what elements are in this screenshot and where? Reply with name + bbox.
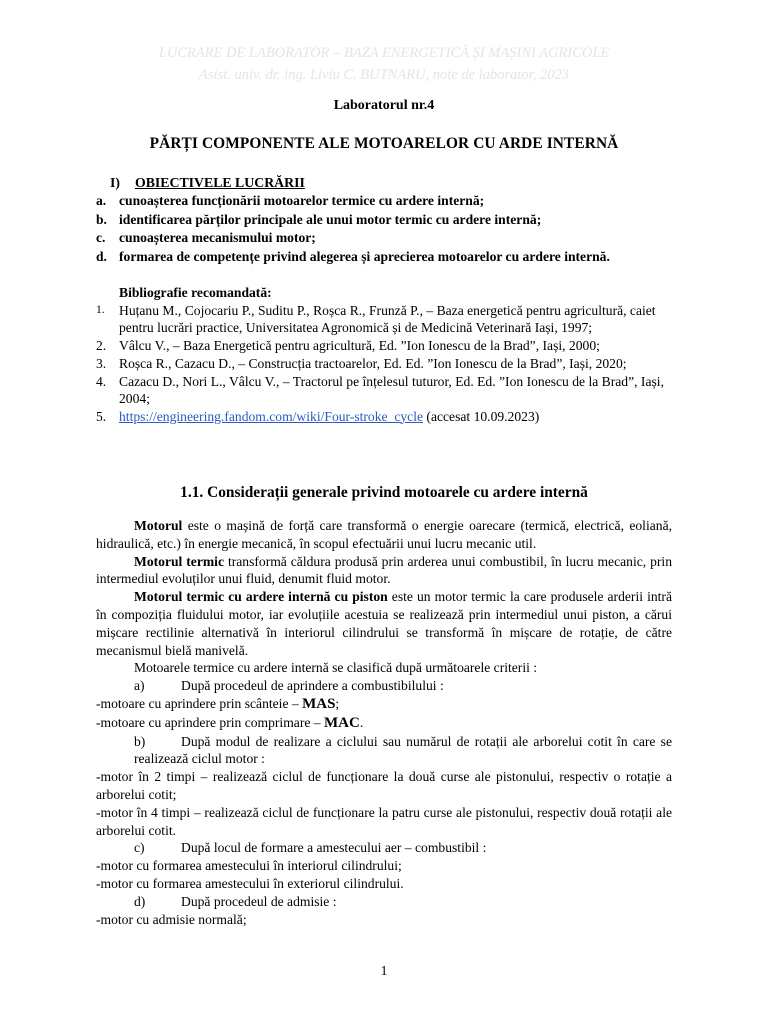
bibliography-text: Roșca R., Cazacu D., – Construcția tractoarelor, Ed. Ed. ”Ion Ionescu de la Brad”, Iași, 2020; xyxy=(119,355,627,371)
bibliography-item xyxy=(96,373,676,407)
term-motor-termic: Motorul termic xyxy=(134,553,224,569)
list-marker: a) xyxy=(134,678,145,694)
list-item xyxy=(96,248,696,267)
criterion-text: După locul de formare a amestecului aer – combustibil : xyxy=(181,840,487,856)
list-item-text: -motoare cu aprindere prin scânteie – xyxy=(96,695,303,711)
paragraph-motor xyxy=(96,517,672,553)
list-item xyxy=(96,714,672,733)
bibliography-text: Vâlcu V., – Baza Energetică pentru agricultură, Ed. ”Ion Ionescu de la Brad”, Iași, 2000; xyxy=(119,338,600,353)
bibliography-item xyxy=(96,302,676,336)
punctuation: . xyxy=(359,714,364,730)
list-marker: 3. xyxy=(96,355,107,371)
paragraph-text: este un motor termic la care produsele arderii intră în compoziția fluidului motor, iar evoluțiile acestuia se realizează prin intermediul unui piston, a cărui mișcare rectilinie alternativă în interiorul cilindrului se transformă în mișcare de rotație, de către mecanismul bielă manivelă. xyxy=(96,589,672,658)
page-number: 1 xyxy=(380,963,388,978)
access-date: (accesat 10.09.2023) xyxy=(423,408,540,424)
list-item: -motor în 4 timpi – realizează ciclul de funcționare la patru curse ale pistonului, respectiv două rotații ale arborelui cotit. xyxy=(96,804,672,838)
bibliography-text: Huțanu M., Cojocariu P., Suditu P., Roșca R., Frunză P., – Baza energetică pentru agricultură, caiet pentru lucrări practice, Universitatea Agronomică și de Medicină Veterinară Iași, 1997; xyxy=(119,303,656,336)
list-item xyxy=(96,695,672,714)
objectives-heading-text: OBIECTIVELE LUCRĂRII xyxy=(135,175,305,190)
objectives-list xyxy=(96,192,696,267)
running-header-author: Asist. univ. dr. ing. Liviu C. BUTNARU, note de laborator, 2023 xyxy=(199,67,569,83)
criterion-text: După procedeul de aprindere a combustibilului : xyxy=(181,678,444,694)
list-marker: 1. xyxy=(96,304,105,316)
criterion-d xyxy=(96,893,672,911)
list-item: -motor cu formarea amestecului în interiorul cilindrului; xyxy=(96,858,402,874)
list-marker: 4. xyxy=(96,373,107,389)
criterion-a xyxy=(96,677,672,695)
list-item-text: formarea de competențe privind alegerea și aprecierea motoarelor cu ardere internă. xyxy=(119,249,610,265)
list-item xyxy=(96,192,696,211)
bibliography-heading: Bibliografie recomandată: xyxy=(119,285,272,300)
four-stroke-cycle-link[interactable]: https://engineering.fandom.com/wiki/Four-stroke_cycle xyxy=(119,408,424,424)
list-item-text: identificarea părților principale ale unui motor termic cu ardere internă; xyxy=(119,211,542,227)
bibliography-item xyxy=(96,337,676,354)
objectives-number: I) xyxy=(110,175,120,190)
paragraph-classification: Motoarele termice cu ardere internă se clasifică după următoarele criterii : xyxy=(134,660,538,676)
criterion-text: După modul de realizare a ciclului sau numărul de rotații ale arborelui cotit în care se realizează ciclul motor : xyxy=(134,733,672,767)
objectives-heading xyxy=(110,174,305,192)
list-marker: b) xyxy=(134,733,146,749)
bibliography-item xyxy=(96,408,676,425)
running-header-title: LUCRARE DE LABORATOR – BAZA ENERGETICĂ ȘI MAȘINI AGRICOLE xyxy=(158,45,610,61)
list-marker: c) xyxy=(134,840,145,856)
criterion-c xyxy=(96,839,672,857)
bibliography-text: Cazacu D., Nori L., Vâlcu V., – Tractorul pe înțelesul tuturor, Ed. Ed. ”Ion Ionescu de la Brad”, Iași, 2004; xyxy=(119,373,664,406)
list-marker: a. xyxy=(96,193,107,208)
lab-number: Laboratorul nr.4 xyxy=(333,98,435,113)
list-item: -motor în 2 timpi – realizează ciclul de funcționare la două curse ale pistonului, respectiv o rotație a arborelui cotit; xyxy=(96,769,672,802)
list-marker: c. xyxy=(96,230,106,246)
list-item: -motor cu admisie normală; xyxy=(96,911,247,927)
term-mac: MAC xyxy=(323,714,360,731)
bibliography-list xyxy=(96,302,676,425)
list-marker: 5. xyxy=(96,408,107,424)
section-title: 1.1. Considerații generale privind motoarele cu ardere internă xyxy=(180,484,588,501)
term-mas: MAS xyxy=(302,695,336,712)
paragraph-text: transformă căldura produsă prin arderea unui combustibil, în lucru mecanic, prin intermediul evoluților unui fluid, denumit fluid motor. xyxy=(96,553,672,587)
list-item-text: -motoare cu aprindere prin comprimare – xyxy=(96,714,324,730)
list-marker: d) xyxy=(134,893,146,909)
punctuation: ; xyxy=(335,695,340,711)
list-item xyxy=(96,229,696,248)
bibliography-item xyxy=(96,355,676,372)
list-item: -motor cu formarea amestecului în exteriorul cilindrului. xyxy=(96,875,404,891)
term-motor: Motorul xyxy=(134,518,183,533)
list-marker: b. xyxy=(96,211,107,227)
bibliography-text xyxy=(119,408,676,425)
paragraph-motor-termic xyxy=(96,553,672,589)
list-item-text: cunoașterea funcționării motoarelor termice cu ardere internă; xyxy=(119,193,485,208)
body-text xyxy=(96,517,672,928)
list-marker: d. xyxy=(96,249,107,265)
list-marker: 2. xyxy=(96,338,107,353)
criterion-text: După procedeul de admisie : xyxy=(181,893,337,909)
term-motor-piston: Motorul termic cu ardere internă cu piston xyxy=(134,589,388,605)
list-item-text: cunoașterea mecanismului motor; xyxy=(119,230,316,246)
page-title: PĂRȚI COMPONENTE ALE MOTOARELOR CU ARDE INTERNĂ xyxy=(149,135,619,152)
paragraph-motor-piston xyxy=(96,588,672,659)
paragraph-text: este o mașină de forță care transformă o energie oarecare (termică, electrică, eoliană, hidraulică, etc.) în energie mecanică, în scopul efectuării unui lucru mecanic util. xyxy=(96,518,672,551)
criterion-b xyxy=(96,733,672,769)
list-item xyxy=(96,211,696,230)
